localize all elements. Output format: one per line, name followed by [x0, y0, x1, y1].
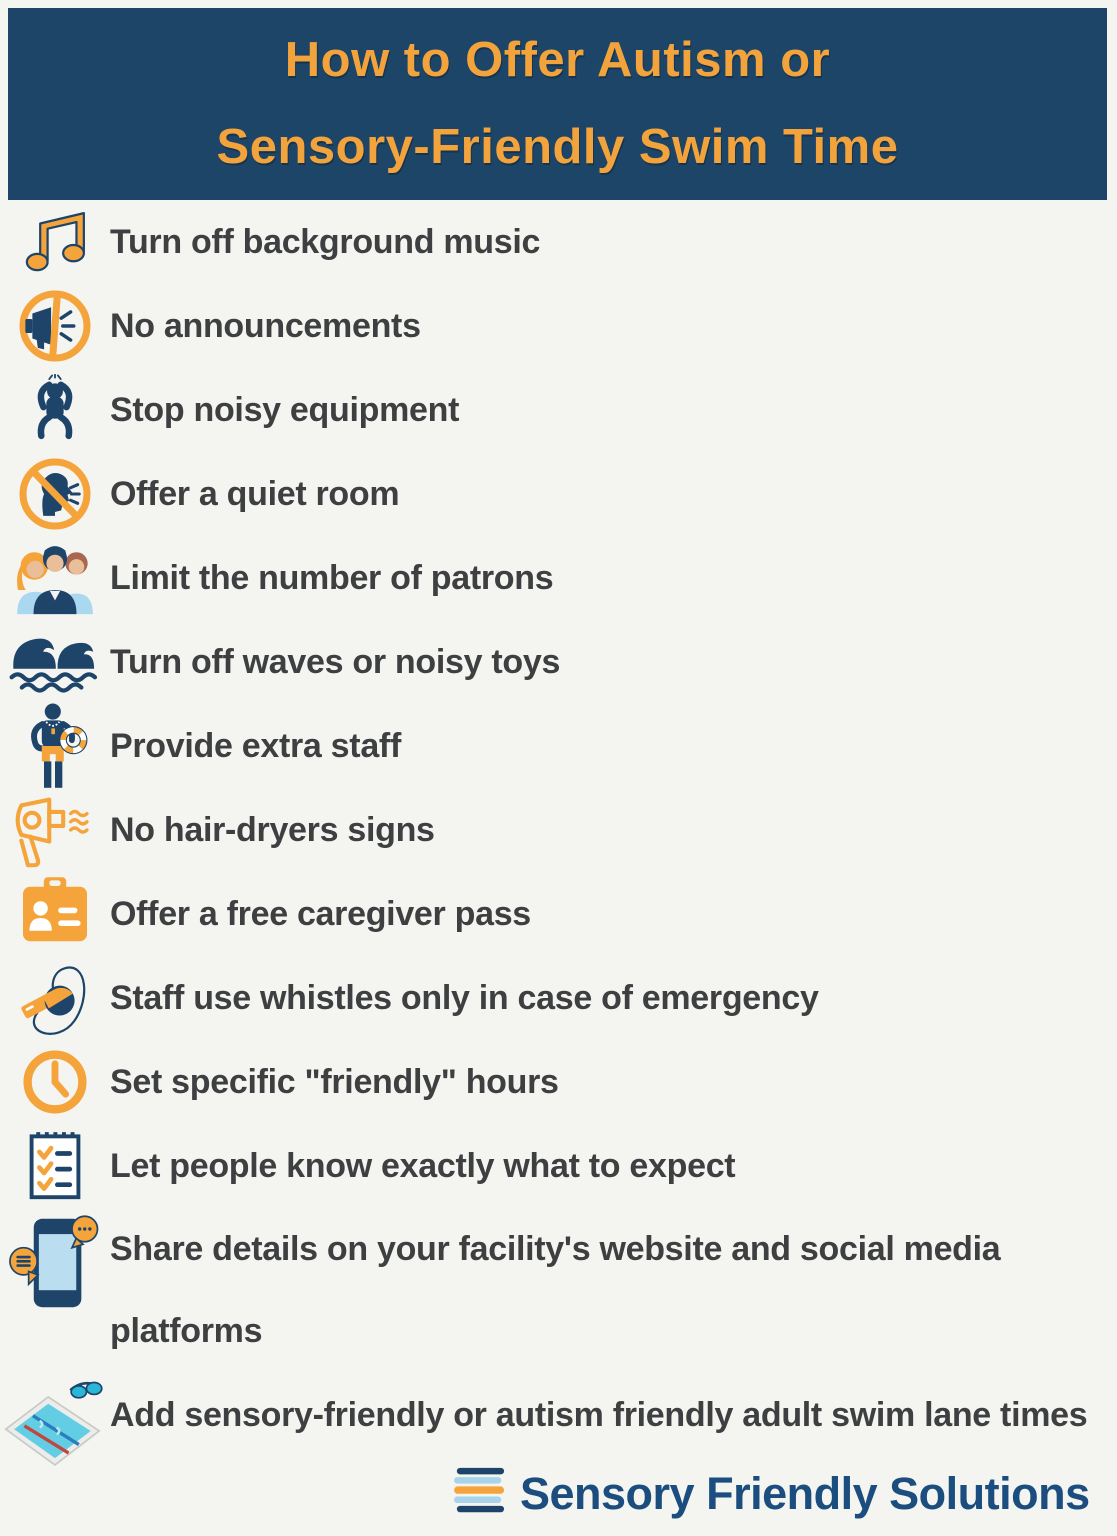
- person-covering-ears-icon: [0, 374, 110, 446]
- list-item-label: Let people know exactly what to expect: [110, 1146, 736, 1185]
- list-item-label: Set specific "friendly" hours: [110, 1062, 559, 1101]
- list-item: [0, 200, 1117, 284]
- lifeguard-icon: [0, 702, 110, 790]
- pool-goggles-icon: [0, 1378, 110, 1472]
- list-item-label: Offer a quiet room: [110, 474, 400, 513]
- list-item: [0, 788, 1117, 872]
- list-item: [0, 368, 1117, 452]
- music-note-icon: [0, 205, 110, 279]
- clock-icon: [0, 1044, 110, 1120]
- whistle-icon: [0, 954, 110, 1042]
- list-item: [0, 956, 1117, 1040]
- list-item-label: Add sensory-friendly or autism friendly adult swim lane times: [110, 1396, 1088, 1434]
- brand-name: Sensory Friendly Solutions: [520, 1467, 1090, 1519]
- waves-icon: [0, 628, 110, 696]
- list-item: [0, 536, 1117, 620]
- people-group-icon: [0, 535, 110, 621]
- list-item: [0, 704, 1117, 788]
- brand-stripes-logo-icon: [452, 1466, 508, 1521]
- list-item-label: Limit the number of patrons: [110, 558, 554, 597]
- list-item-label: Stop noisy equipment: [110, 390, 460, 429]
- list-item-label: No announcements: [110, 306, 421, 345]
- list-item-label: Share details on your facility's website and social media platforms: [110, 1230, 1001, 1350]
- no-announcements-icon: [0, 287, 110, 365]
- list-item: [0, 452, 1117, 536]
- brand-footer: [452, 1466, 1090, 1521]
- checklist-icon: [0, 1127, 110, 1205]
- list-item: [0, 284, 1117, 368]
- list-item-label: No hair-dryers signs: [110, 810, 435, 849]
- list-item: [0, 620, 1117, 704]
- no-talking-icon: [0, 455, 110, 533]
- list-item: [0, 1208, 1117, 1374]
- hair-dryer-icon: [0, 789, 110, 871]
- list-item-label: Turn off waves or noisy toys: [110, 642, 561, 681]
- list-item-label: Offer a free caregiver pass: [110, 894, 531, 933]
- list-item-label: Turn off background music: [110, 222, 541, 261]
- list-item: [0, 872, 1117, 956]
- header-banner: [8, 8, 1107, 200]
- id-badge-icon: [0, 874, 110, 954]
- list-item-label: Provide extra staff: [110, 726, 401, 765]
- list-item-label: Staff use whistles only in case of emergency: [110, 978, 819, 1017]
- tips-list: [0, 200, 1117, 1536]
- phone-chat-icon: [0, 1212, 110, 1314]
- list-item: [0, 1040, 1117, 1124]
- list-item: [0, 1124, 1117, 1208]
- page-title-line-2: Sensory-Friendly Swim Time: [216, 120, 899, 174]
- page-title-line-1: How to Offer Autism or: [284, 33, 831, 87]
